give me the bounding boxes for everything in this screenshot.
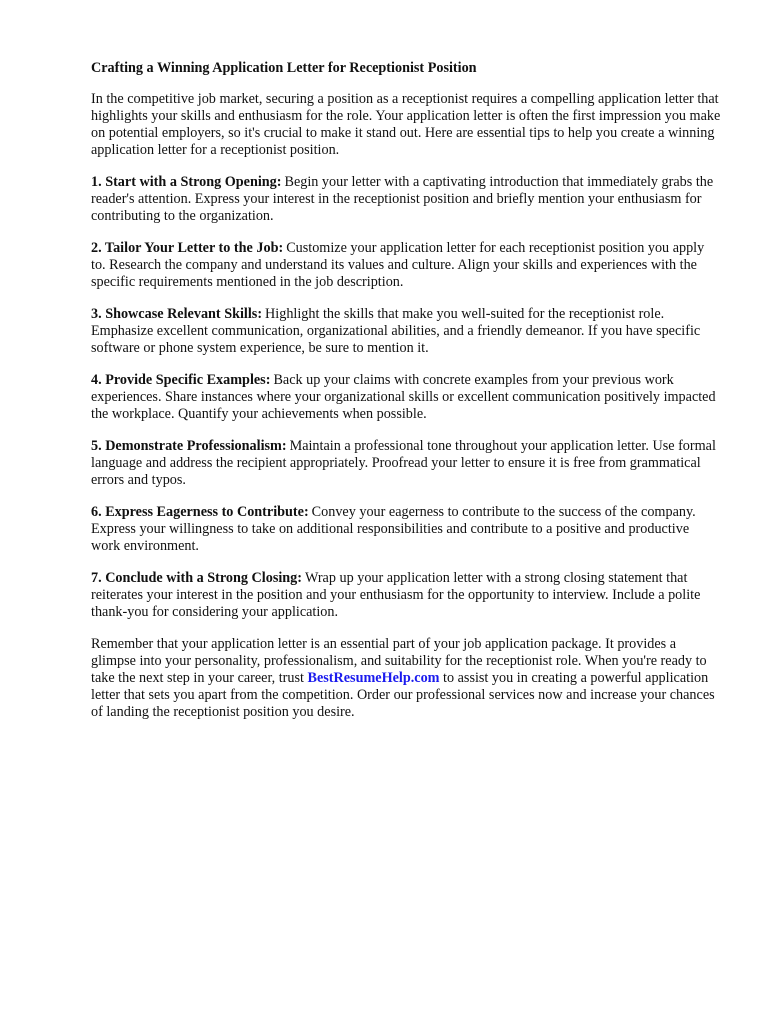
closing-text-start: Remember that your application letter is an essential part of your job application package. It provides a glimpse into your personality, professionalism, and suitability for the receptionist role. When you're ready to take the next step in your career, trust [91, 636, 707, 686]
tip-5 [91, 438, 721, 489]
tip-3-body: Highlight the skills that make you well-suited for the receptionist role. Emphasize excellent communication, organizational abilities, and a friendly demeanor. If you have specific software or phone system experience, be sure to mention it. [91, 306, 701, 356]
tip-4 [91, 372, 721, 423]
tip-4-heading: 4. Provide Specific Examples: [91, 372, 271, 388]
tip-3-heading: 3. Showcase Relevant Skills: [91, 306, 263, 322]
tip-6 [91, 504, 721, 555]
document-title: Crafting a Winning Application Letter for Receptionist Position [91, 60, 477, 76]
tip-4-body: Back up your claims with concrete examples from your previous work experiences. Share instances where your organizational skills or excellent communication positively impacted the workplace. Quantify your achievements when possible. [91, 372, 716, 422]
tip-2 [91, 240, 721, 291]
document-page [91, 60, 721, 736]
tip-2-body: Customize your application letter for each receptionist position you apply to. Research the company and understand its values and culture. Align your skills and experiences with the specific requirements mentioned in the job description. [91, 240, 705, 290]
tip-1-body: Begin your letter with a captivating introduction that immediately grabs the reader's attention. Express your interest in the receptionist position and briefly mention your enthusiasm for contributing to the organization. [91, 174, 714, 224]
tip-3 [91, 306, 721, 357]
tip-5-body: Maintain a professional tone throughout your application letter. Use formal language and address the recipient appropriately. Proofread your letter to ensure it is free from grammatical errors and typos. [91, 438, 716, 488]
tip-1 [91, 174, 721, 225]
tip-5-heading: 5. Demonstrate Professionalism: [91, 438, 287, 454]
tip-7-heading: 7. Conclude with a Strong Closing: [91, 570, 303, 586]
tip-7-body: Wrap up your application letter with a strong closing statement that reiterates your interest in the position and your enthusiasm for the opportunity to interview. Include a polite thank-you for considering your application. [91, 570, 701, 620]
tip-2-heading: 2. Tailor Your Letter to the Job: [91, 240, 284, 256]
tip-7 [91, 570, 721, 621]
intro-paragraph: In the competitive job market, securing a position as a receptionist requires a compelling application letter that highlights your skills and enthusiasm for the role. Your application letter is often the first impression you make on potential employers, so it's crucial to make it stand out. Here are essential tips to help you create a winning application letter for a receptionist position. [91, 91, 721, 158]
tip-1-heading: 1. Start with a Strong Opening: [91, 174, 282, 190]
closing-paragraph [91, 636, 721, 721]
tip-6-heading: 6. Express Eagerness to Contribute: [91, 504, 309, 520]
bestresumehelp-link[interactable]: BestResumeHelp.com [307, 670, 440, 686]
tip-6-body: Convey your eagerness to contribute to the success of the company. Express your willingness to take on additional responsibilities and contribute to a positive and productive work environment. [91, 504, 696, 554]
closing-text-end: to assist you in creating a powerful application letter that sets you apart from the competition. Order our professional services now and increase your chances of landing the receptionist position you desire. [91, 670, 715, 720]
